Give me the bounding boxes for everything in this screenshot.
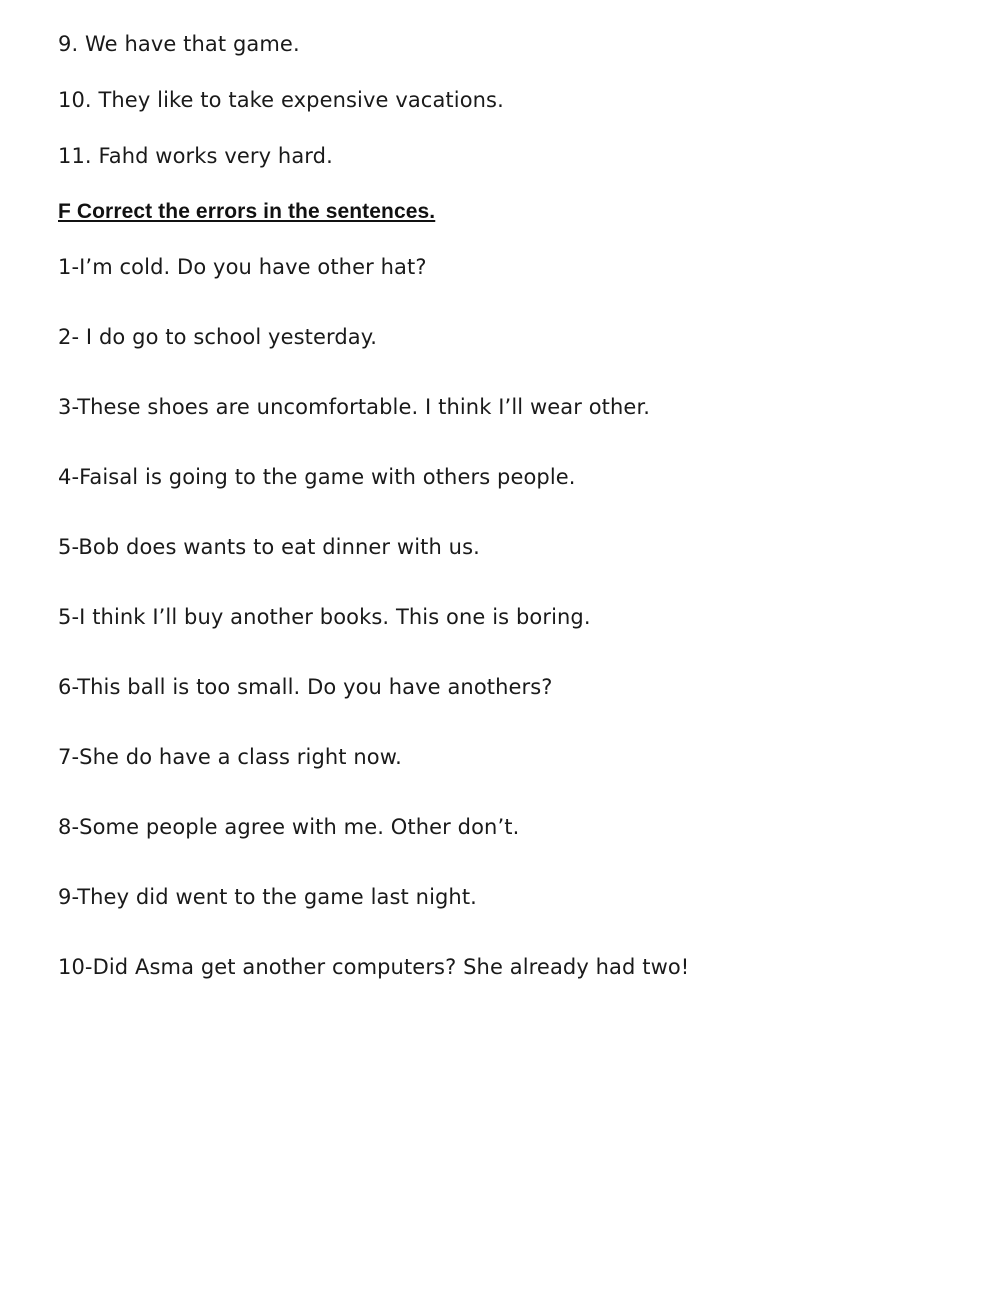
section-f-item-5b: 5-I think I’ll buy another books. This one is boring.	[58, 605, 591, 629]
section-f-item-8: 8-Some people agree with me. Other don’t.	[58, 815, 520, 839]
section-f-item-1: 1-I’m cold. Do you have other hat?	[58, 255, 427, 279]
section-f-item-10: 10-Did Asma get another computers? She already had two!	[58, 955, 690, 979]
section-f-heading: F Correct the errors in the sentences.	[58, 200, 436, 223]
section-f-item-7: 7-She do have a class right now.	[58, 745, 402, 769]
prior-item-9: 9. We have that game.	[58, 32, 300, 56]
section-f-item-4: 4-Faisal is going to the game with others people.	[58, 465, 576, 489]
prior-item-10: 10. They like to take expensive vacations.	[58, 88, 504, 112]
section-f-item-6: 6-This ball is too small. Do you have anothers?	[58, 675, 553, 699]
section-f-item-5: 5-Bob does wants to eat dinner with us.	[58, 535, 480, 559]
prior-item-11: 11. Fahd works very hard.	[58, 144, 333, 168]
section-f-item-3: 3-These shoes are uncomfortable. I think I’ll wear other.	[58, 395, 651, 419]
section-f-item-9: 9-They did went to the game last night.	[58, 885, 477, 909]
section-f-item-2: 2- I do go to school yesterday.	[58, 325, 378, 349]
